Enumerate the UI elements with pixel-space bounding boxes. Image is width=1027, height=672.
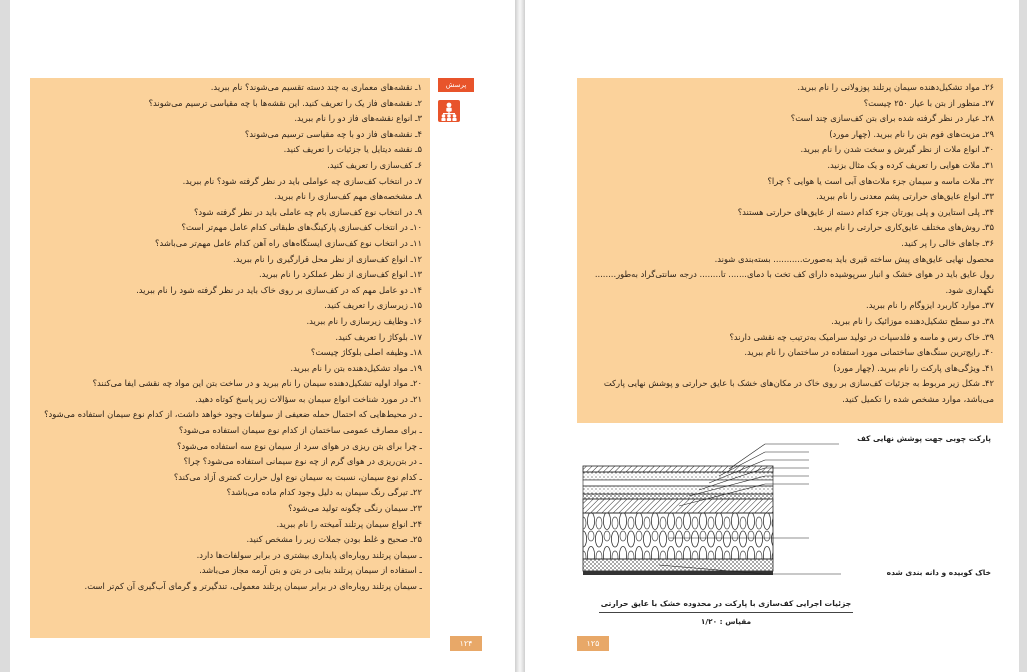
question-line: ۱۶ـ وظایف زیرسازی را نام ببرید. [306, 315, 422, 326]
questions-box-right [577, 78, 1003, 423]
question-line: ـ کدام نوع سیمان، نسبت به سیمان نوع اول حرارت کمتری آزاد می‌کند؟ [173, 471, 422, 482]
question-line: ۳۲ـ ملات ماسه و سیمان جزء ملات‌های آبی است یا هوایی ؟ چرا؟ [767, 175, 994, 186]
people-group-icon [438, 100, 460, 122]
question-line: ۲۰ـ مواد اولیه تشکیل‌دهنده سیمان را نام ببرید و در ساخت بتن این مواد چه نقشی ایفا می‌کنند؟ [92, 378, 422, 389]
question-line: ـ استفاده از سیمان پرتلند بنایی در بتن و بتن آرمه مجاز می‌باشد. [199, 565, 422, 576]
question-line: ۲۹ـ مزیت‌های فوم بتن را نام ببرید. (چهار مورد) [829, 128, 994, 139]
question-line: ۱ـ نقشه‌های معماری به چند دسته تقسیم می‌شوند؟ نام ببرید. [210, 82, 422, 92]
question-line: ۲۱ـ در مورد شناخت انواع سیمان به سؤالات زیر پاسخ کوتاه دهید. [195, 393, 422, 404]
question-line: ۴ـ نقشه‌های فاز دو با چه مقیاسی ترسیم می‌شوند؟ [244, 128, 422, 139]
question-line: ۱۸ـ وظیفه اصلی بلوکاژ چیست؟ [310, 347, 422, 358]
question-line: ۴۱ـ ویژگی‌های پارکت را نام ببرید. (چهار مورد) [833, 362, 994, 373]
question-line: ۱۲ـ انواع کف‌سازی از نظر محل قرارگیری را نام ببرید. [233, 253, 422, 264]
question-line: ۹ـ در انتخاب نوع کف‌سازی بام چه عاملی باید در نظر گرفته شود؟ [193, 206, 422, 217]
question-line: ـ سیمان پرتلند روباره‌ای پایداری بیشتری در برابر سولفات‌ها دارد. [196, 549, 422, 560]
question-line: ۲۷ـ منظور از بتن با عیار ۲۵۰ چیست؟ [863, 97, 994, 108]
question-line: ۱۷ـ بلوکاژ را تعریف کنید. [335, 331, 422, 342]
question-line: ۳۵ـ روش‌های مختلف عایق‌کاری حرارتی را نام ببرید. [813, 222, 994, 233]
question-line: ۳۴ـ پلی استایرن و پلی یورتان جزء کدام دسته از عایق‌های حرارتی هستند؟ [737, 206, 994, 217]
page-number-right: ۱۲۵ [577, 636, 609, 651]
question-line: ۳۳ـ انواع عایق‌های حرارتی پشم معدنی را نام ببرید. [816, 191, 994, 202]
question-line: رول عایق باید در هوای خشک و انبار سرپوشیده دارای کف تخت با دمای....... تا........ درجه سانتی‌گراد به‌طور........ نگهداری شود. [594, 269, 994, 295]
question-line: ۳۶ـ جاهای خالی را پر کنید. [901, 237, 994, 248]
question-line: ۶ـ کف‌سازی را تعریف کنید. [327, 159, 422, 170]
question-line: ۲ـ نقشه‌های فاز یک را تعریف کنید. این نقشه‌ها با چه مقیاسی ترسیم می‌شوند؟ [148, 97, 422, 108]
question-line: ۲۴ـ انواع سیمان پرتلند آمیخته را نام ببرید. [276, 518, 422, 529]
question-line: ۲۵ـ صحیح و غلط بودن جملات زیر را مشخص کنید. [246, 534, 422, 545]
question-line: ۳ـ انواع نقشه‌های فاز دو را نام ببرید. [294, 113, 422, 124]
question-line: ۱۰ـ در انتخاب کف‌سازی پارکینگ‌های طبقاتی کدام عامل مهم‌تر است؟ [181, 222, 422, 233]
question-line: ۲۳ـ سیمان رنگی چگونه تولید می‌شود؟ [288, 503, 422, 514]
question-line: ۴۲ـ شکل زیر مربوط به جزئیات کف‌سازی بر روی خاک در مکان‌های خشک با عایق حرارتی و پوشش نهایی پارکت می‌باشد، موارد مشخص شده را تکمیل کنید. [603, 378, 994, 404]
question-line: ۱۳ـ انواع کف‌سازی از نظر عملکرد را نام ببرید. [259, 269, 422, 280]
question-line: ۲۲ـ تیرگی رنگ سیمان به دلیل وجود کدام ماده می‌باشد؟ [226, 487, 422, 498]
book-gutter [515, 0, 525, 672]
caption-divider [599, 612, 853, 613]
question-line: ۱۵ـ زیرسازی را تعریف کنید. [324, 300, 422, 311]
right-page [525, 0, 1019, 672]
question-line: ـ در بتن‌ریزی در هوای گرم از چه نوع سیمانی استفاده می‌شود؟ چرا؟ [183, 456, 422, 467]
question-line: ۲۸ـ عیار در نظر گرفته شده برای بتن کف‌سازی چند است؟ [790, 113, 994, 124]
question-line: ۷ـ در انتخاب کف‌سازی چه عواملی باید در نظر گرفته شود؟ نام ببرید. [182, 175, 422, 186]
questions-box-left [30, 78, 430, 638]
question-line: محصول نهایی عایق‌های پیش ساخته قیری باید به‌صورت........... بسته‌بندی شوند. [714, 253, 994, 264]
figure-label-top: پارکت چوبی جهت پوشش نهایی کف [857, 434, 991, 443]
figure-caption: جزئیات اجرایی کف‌سازی با پارکت در محدوده خشک با عایق حرارتی [600, 599, 852, 608]
question-line: ۸ـ مشخصه‌های مهم کف‌سازی را نام ببرید. [274, 191, 422, 202]
question-line: ۳۷ـ موارد کاربرد ایزوگام را نام ببرید. [866, 300, 994, 311]
question-line: ۱۱ـ در انتخاب نوع کف‌سازی ایستگاه‌های راه آهن کدام عامل مهم‌تر می‌باشد؟ [155, 237, 422, 248]
question-line: ـ در محیط‌هایی که احتمال حمله ضعیفی از سولفات وجود خواهد داشت، از کدام نوع سیمان استفاده می‌شود؟ [44, 409, 422, 420]
figure-label-bottom: خاک کوبیده و دانه بندی شده [886, 568, 991, 577]
question-line: ۳۹ـ خاک رس و ماسه و فلدسپات در تولید سرامیک به‌ترتیب چه نقشی دارند؟ [729, 331, 994, 342]
page-number-left: ۱۲۴ [450, 636, 482, 651]
figure-scale: مقیاس : ۱/۲۰ [700, 617, 752, 626]
question-line: ۴۰ـ رایج‌ترین سنگ‌های ساختمانی مورد استفاده در ساختمان را نام ببرید. [744, 347, 994, 358]
question-line: ۲۶ـ مواد تشکیل‌دهنده سیمان پرتلند پوزولانی را نام ببرید. [797, 82, 994, 92]
question-line: ۵ـ نقشه دیتایل یا جزئیات را تعریف کنید. [283, 144, 422, 155]
question-line: ـ سیمان پرتلند روباره‌ای در برابر سیمان پرتلند معمولی، تندگیرتر و گرمای آب‌گیری آن کم‌تر است. [84, 581, 422, 591]
section-tag: پرسش [438, 78, 474, 92]
question-line: ۳۱ـ ملات هوایی را تعریف کرده و یک مثال بزنید. [827, 159, 994, 170]
question-line: ۱۹ـ مواد تشکیل‌دهنده بتن را نام ببرید. [290, 362, 422, 373]
question-line: ۳۰ـ انواع ملات از نظر گیرش و سخت شدن را نام ببرید. [800, 144, 994, 155]
left-page [10, 0, 515, 672]
floor-detail-figure [579, 428, 999, 628]
question-line: ـ برای مصارف عمومی ساختمان از کدام نوع سیمان استفاده می‌شود؟ [178, 425, 422, 436]
question-line: ۳۸ـ دو سطح تشکیل‌دهنده موزائیک را نام ببرید. [831, 315, 994, 326]
question-line: ـ چرا برای بتن ریزی در هوای سرد از سیمان نوع سه استفاده می‌شود؟ [177, 440, 422, 451]
question-line: ۱۴ـ دو عامل مهم که در کف‌سازی بر روی خاک باید در نظر گرفته شود را نام ببرید. [136, 284, 422, 295]
